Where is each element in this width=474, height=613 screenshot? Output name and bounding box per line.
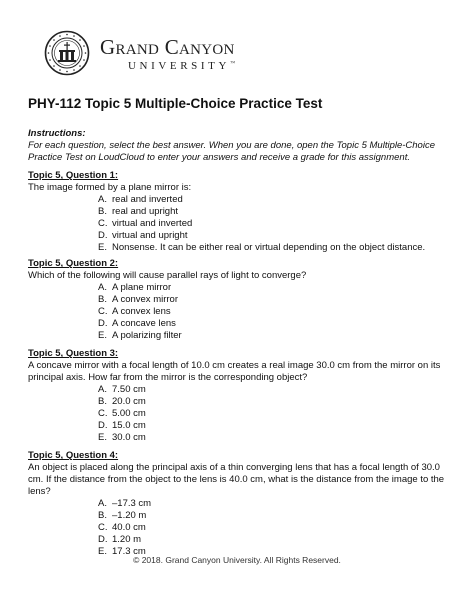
option-text: A plane mirror xyxy=(112,282,172,293)
brand-subtitle xyxy=(128,60,235,72)
option-letter: C. xyxy=(98,306,108,317)
question-2 xyxy=(28,258,448,342)
answer-option xyxy=(28,218,448,230)
brand-sub-text: UNIVERSITY xyxy=(128,60,230,72)
option-letter: B. xyxy=(98,294,107,305)
answer-option xyxy=(28,318,448,330)
option-letter: A. xyxy=(98,194,107,205)
question-text: A concave mirror with a focal length of 10.0 cm creates a real image 30.0 cm from the mirror on its principal axis. How far from the mirror is the corresponding object? xyxy=(28,360,441,383)
option-text: virtual and inverted xyxy=(112,218,193,229)
option-text: A convex mirror xyxy=(112,294,178,305)
answer-option xyxy=(28,306,448,318)
answer-option xyxy=(28,432,448,444)
option-letter: E. xyxy=(98,546,107,557)
answer-option xyxy=(28,498,448,510)
option-text: –17.3 cm xyxy=(112,498,152,509)
answer-option xyxy=(28,230,448,242)
option-text: 15.0 cm xyxy=(112,420,146,431)
question-text: Which of the following will cause parallel rays of light to converge? xyxy=(28,270,307,281)
option-text: 5.00 cm xyxy=(112,408,146,419)
answer-options xyxy=(28,194,448,254)
option-letter: D. xyxy=(98,534,108,545)
option-text: real and upright xyxy=(112,206,179,217)
instructions-label: Instructions: xyxy=(28,128,86,139)
option-letter: B. xyxy=(98,510,107,521)
answer-options xyxy=(28,384,448,444)
option-text: 1.20 m xyxy=(112,534,142,545)
option-text: A polarizing filter xyxy=(112,330,182,341)
option-letter: A. xyxy=(98,498,107,509)
option-text: 17.3 cm xyxy=(112,546,146,557)
option-letter: B. xyxy=(98,206,107,217)
question-text: The image formed by a plane mirror is: xyxy=(28,182,192,193)
university-seal-icon xyxy=(44,30,90,76)
answer-option xyxy=(28,420,448,432)
answer-option xyxy=(28,384,448,396)
option-letter: E. xyxy=(98,242,107,253)
question-label: Topic 5, Question 4: xyxy=(28,450,119,461)
option-letter: B. xyxy=(98,396,107,407)
answer-option xyxy=(28,282,448,294)
option-letter: D. xyxy=(98,230,108,241)
brand-main-text: Grand Canyon xyxy=(100,35,235,59)
trademark-mark: ™ xyxy=(230,61,235,67)
option-text: 40.0 cm xyxy=(112,522,146,533)
option-letter: C. xyxy=(98,522,108,533)
answer-option xyxy=(28,522,448,534)
option-text: virtual and upright xyxy=(112,230,188,241)
option-letter: C. xyxy=(98,408,108,419)
answer-options xyxy=(28,498,448,558)
question-4 xyxy=(28,450,448,558)
option-text: 20.0 cm xyxy=(112,396,146,407)
option-letter: A. xyxy=(98,384,107,395)
option-letter: D. xyxy=(98,318,108,329)
question-label: Topic 5, Question 2: xyxy=(28,258,119,269)
question-1 xyxy=(28,170,448,254)
option-text: –1.20 m xyxy=(112,510,147,521)
answer-option xyxy=(28,534,448,546)
copyright-footer: © 2018. Grand Canyon University. All Rights Reserved. xyxy=(133,555,341,565)
page-title: PHY-112 Topic 5 Multiple-Choice Practice Test xyxy=(28,96,323,111)
option-text: 7.50 cm xyxy=(112,384,146,395)
option-letter: A. xyxy=(98,282,107,293)
option-text: A convex lens xyxy=(112,306,171,317)
answer-option xyxy=(28,408,448,420)
option-letter: E. xyxy=(98,432,107,443)
question-3 xyxy=(28,348,448,444)
option-text: A concave lens xyxy=(112,318,176,329)
question-label: Topic 5, Question 1: xyxy=(28,170,119,181)
instructions-text: For each question, select the best answer. When you are done, open the Topic 5 Multiple-Choice Practice Test on LoudCloud to enter your answers and receive a grade for this assignment. xyxy=(28,140,435,163)
option-text: Nonsense. It can be either real or virtual depending on the object distance. xyxy=(112,242,426,253)
university-logo xyxy=(44,30,274,76)
option-letter: D. xyxy=(98,420,108,431)
answer-option xyxy=(28,330,448,342)
answer-options xyxy=(28,282,448,342)
answer-option xyxy=(28,294,448,306)
answer-option xyxy=(28,510,448,522)
answer-option xyxy=(28,396,448,408)
answer-option xyxy=(28,242,448,254)
option-letter: E. xyxy=(98,330,107,341)
option-text: 30.0 cm xyxy=(112,432,146,443)
answer-option xyxy=(28,206,448,218)
question-label: Topic 5, Question 3: xyxy=(28,348,119,359)
answer-option xyxy=(28,194,448,206)
brand-name xyxy=(100,35,235,60)
option-letter: C. xyxy=(98,218,108,229)
option-text: real and inverted xyxy=(112,194,183,205)
question-text: An object is placed along the principal axis of a thin converging lens that has a focal length of 30.0 cm. If the distance from the object to the lens is 40.0 cm, what is the distance from the image to the lens? xyxy=(28,462,445,497)
